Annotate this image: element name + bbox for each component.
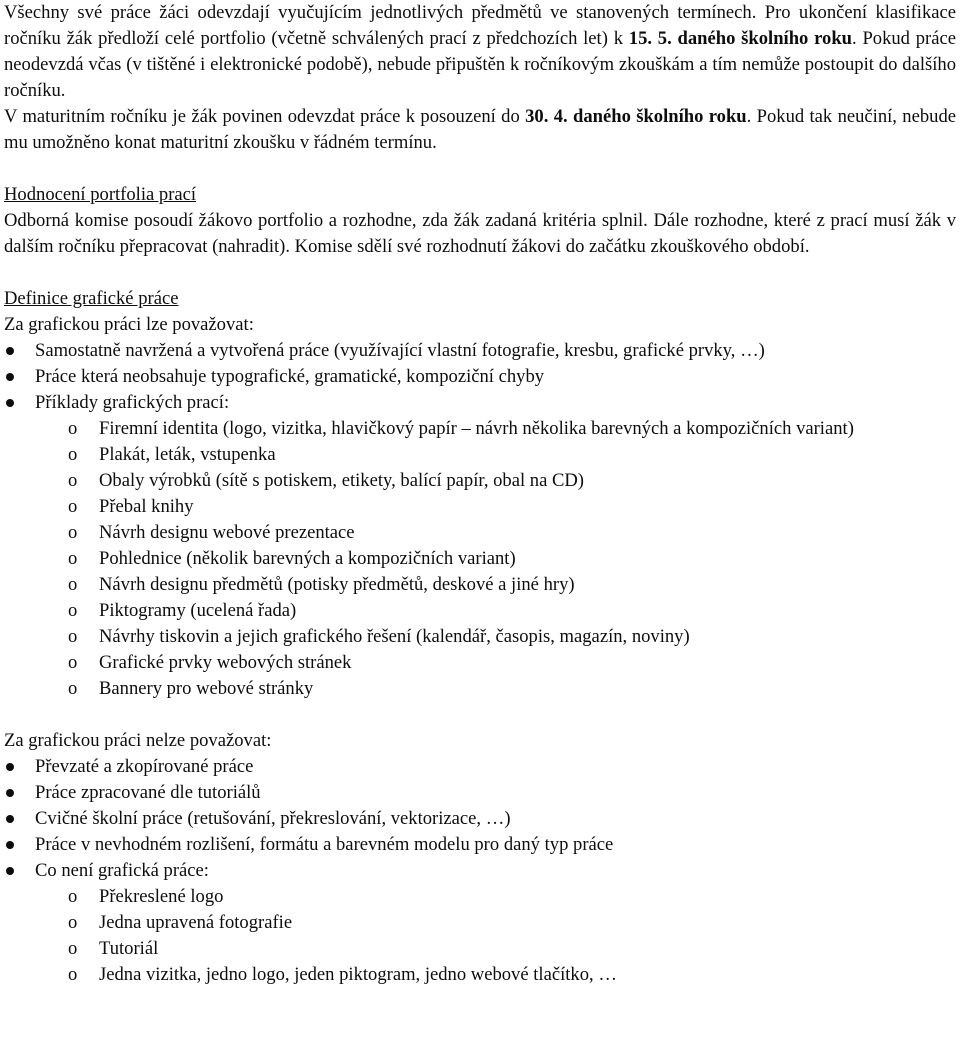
circle-bullet-icon: o [68,470,78,491]
list-item-text: Obaly výrobků (sítě s potiskem, etikety, balící papír, obal na CD) [99,470,584,491]
definition-heading: Definice grafické práce [4,288,179,309]
list-item [4,884,956,910]
non-examples-list [4,884,956,988]
section-gap [4,156,956,182]
bullet-item [4,858,956,988]
list-item-text: Návrhy tiskovin a jejich grafického řešení (kalendář, časopis, magazín, noviny) [99,626,690,647]
intro-paragraph-2 [4,104,956,156]
bullet-item-label: Příklady grafických prací: [35,392,230,413]
can-intro: Za grafickou práci lze považovat: [4,314,254,335]
list-item [4,494,956,520]
intro-p1-deadline: 15. 5. daného školního roku [628,28,853,49]
examples-list [4,416,956,702]
intro-p1-text-a: Všechny své práce žáci odevzdají vyučujícím jednotlivých předmětů ve stanovených termínech. Pro ukončení klasifikace ročníku žák předloží celé portfolio (včetně schválených prací z předchozích let) k [4,2,956,49]
list-item [4,416,956,442]
bullet-item: Práce která neobsahuje typografické, gramatické, kompoziční chyby [4,364,956,390]
list-item [4,442,956,468]
list-item-text: Grafické prvky webových stránek [99,652,352,673]
bullet-item-label: Co není grafická práce: [35,860,209,881]
list-item [4,650,956,676]
list-item [4,572,956,598]
evaluation-heading: Hodnocení portfolia prací [4,184,197,205]
section-gap [4,260,956,286]
evaluation-text: Odborná komise posoudí žákovo portfolio a rozhodne, zda žák zadaná kritéria splnil. Dále rozhodne, které z prací musí žák v dalším ročníku přepracovat (nahradit). Komise sdělí své rozhodnutí žákovi do začátku zkouškového období. [4,210,956,257]
circle-bullet-icon: o [68,444,78,465]
list-item-text: Překreslené logo [99,886,224,907]
list-item [4,936,956,962]
cannot-intro: Za grafickou práci nelze považovat: [4,730,272,751]
list-item-text: Piktogramy (ucelená řada) [99,600,297,621]
bullet-item: Práce v nevhodném rozlišení, formátu a barevném modelu pro daný typ práce [4,832,956,858]
intro-p1-text-b: . Pokud práce neodevzdá včas (v tištěné i elektronické podobě), nebude připuštěn k ročníkovým zkouškám a tím nemůže postoupit do dalšího ročníku. [4,28,956,101]
circle-bullet-icon: o [68,678,78,699]
list-item [4,468,956,494]
list-item-text: Návrh designu předmětů (potisky předmětů, deskové a jiné hry) [99,574,575,595]
bullet-item: Převzaté a zkopírované práce [4,754,956,780]
circle-bullet-icon: o [68,912,78,933]
bullet-item: Práce zpracované dle tutoriálů [4,780,956,806]
circle-bullet-icon: o [68,964,78,985]
circle-bullet-icon: o [68,652,78,673]
list-item [4,598,956,624]
section-gap [4,702,956,728]
circle-bullet-icon: o [68,626,78,647]
list-item-text: Bannery pro webové stránky [99,678,314,699]
list-item [4,962,956,988]
list-item [4,624,956,650]
intro-p2-deadline: 30. 4. daného školního roku [525,106,747,127]
list-item-text: Návrh designu webové prezentace [99,522,355,543]
circle-bullet-icon: o [68,938,78,959]
intro-paragraph-1 [4,0,956,104]
list-item [4,910,956,936]
cannot-list [4,754,956,988]
circle-bullet-icon: o [68,522,78,543]
list-item [4,546,956,572]
circle-bullet-icon: o [68,418,78,439]
list-item-text: Jedna upravená fotografie [99,912,293,933]
circle-bullet-icon: o [68,548,78,569]
list-item-text: Přebal knihy [99,496,194,517]
list-item [4,520,956,546]
circle-bullet-icon: o [68,886,78,907]
bullet-item: Samostatně navržená a vytvořená práce (využívající vlastní fotografie, kresbu, grafické prvky, …) [4,338,956,364]
intro-p2-text-b: . Pokud tak neučiní, nebude mu umožněno konat maturitní zkoušku v řádném termínu. [4,106,956,153]
list-item-text: Tutoriál [99,938,159,959]
bullet-item: Cvičné školní práce (retušování, překreslování, vektorizace, …) [4,806,956,832]
list-item-text: Jedna vizitka, jedno logo, jeden piktogram, jedno webové tlačítko, … [99,964,617,985]
circle-bullet-icon: o [68,574,78,595]
intro-p2-text-a: V maturitním ročníku je žák povinen odevzdat práce k posouzení do [4,106,526,127]
can-list [4,338,956,702]
list-item-text: Firemní identita (logo, vizitka, hlavičkový papír – návrh několika barevných a kompozičních variant) [99,418,854,439]
list-item-text: Plakát, leták, vstupenka [99,444,276,465]
list-item [4,676,956,702]
bullet-item [4,390,956,702]
list-item-text: Pohlednice (několik barevných a kompozičních variant) [99,548,516,569]
circle-bullet-icon: o [68,496,78,517]
circle-bullet-icon: o [68,600,78,621]
